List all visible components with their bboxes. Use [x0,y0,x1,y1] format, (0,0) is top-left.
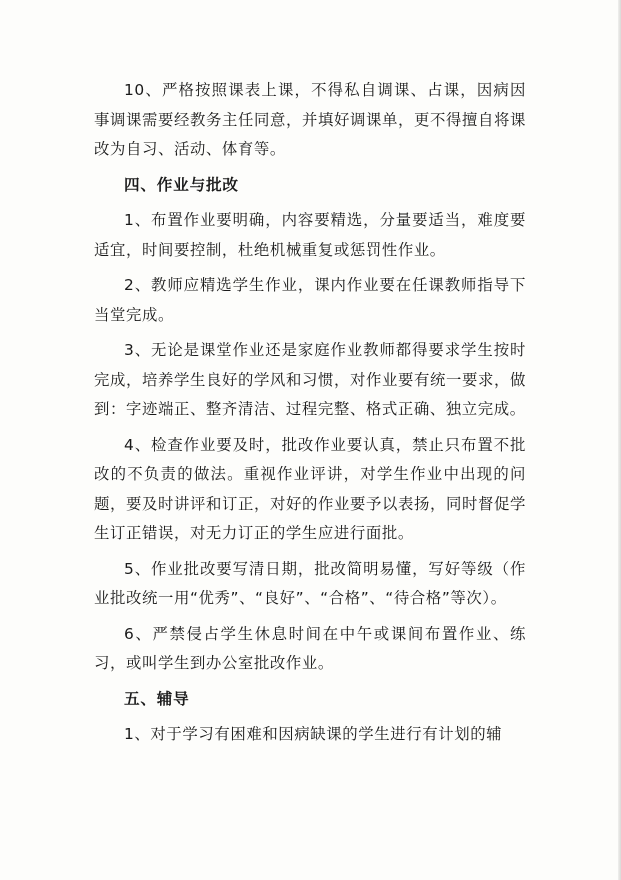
paragraph-homework-grading: 5、作业批改要写清日期，批改简明易懂，写好等级（作业批改统一用“优秀”、“良好”、“合格”、“待合格”等次）。 [94,559,526,607]
section-heading-tutoring: 五、辅导 [124,689,190,708]
document-body [94,76,526,756]
section-heading-homework: 四、作业与批改 [124,175,239,194]
paragraph-class-schedule: 10、严格按照课表上课，不得私自调课、占课，因病因事调课需要经教务主任同意，并填好调课单，更不得擅自将课改为自习、活动、体育等。 [94,81,526,158]
paragraph-homework-assign: 1、布置作业要明确，内容要精选，分量要适当，难度要适宜，时间要控制，杜绝机械重复或惩罚性作业。 [94,211,526,259]
paragraph-tutoring-plan: 1、对于学习有困难和因病缺课的学生进行有计划的辅 [124,725,503,743]
paragraph-homework-check: 4、检查作业要及时，批改作业要认真，禁止只布置不批改的不负责的做法。重视作业评讲，对学生作业中出现的问题，要及时讲评和订正，对好的作业要予以表扬，同时督促学生订正错误，对无力订正的学生应进行面批。 [94,435,526,542]
paragraph-homework-select: 2、教师应精选学生作业，课内作业要在任课教师指导下当堂完成。 [94,276,526,324]
paragraph-homework-rest-time: 6、严禁侵占学生休息时间在中午或课间布置作业、练习，或叫学生到办公室批改作业。 [94,624,526,672]
paragraph-homework-complete: 3、无论是课堂作业还是家庭作业教师都得要求学生按时完成，培养学生良好的学风和习惯，对作业要有统一要求，做到：字迹端正、整齐清洁、过程完整、格式正确、独立完成。 [94,341,526,418]
